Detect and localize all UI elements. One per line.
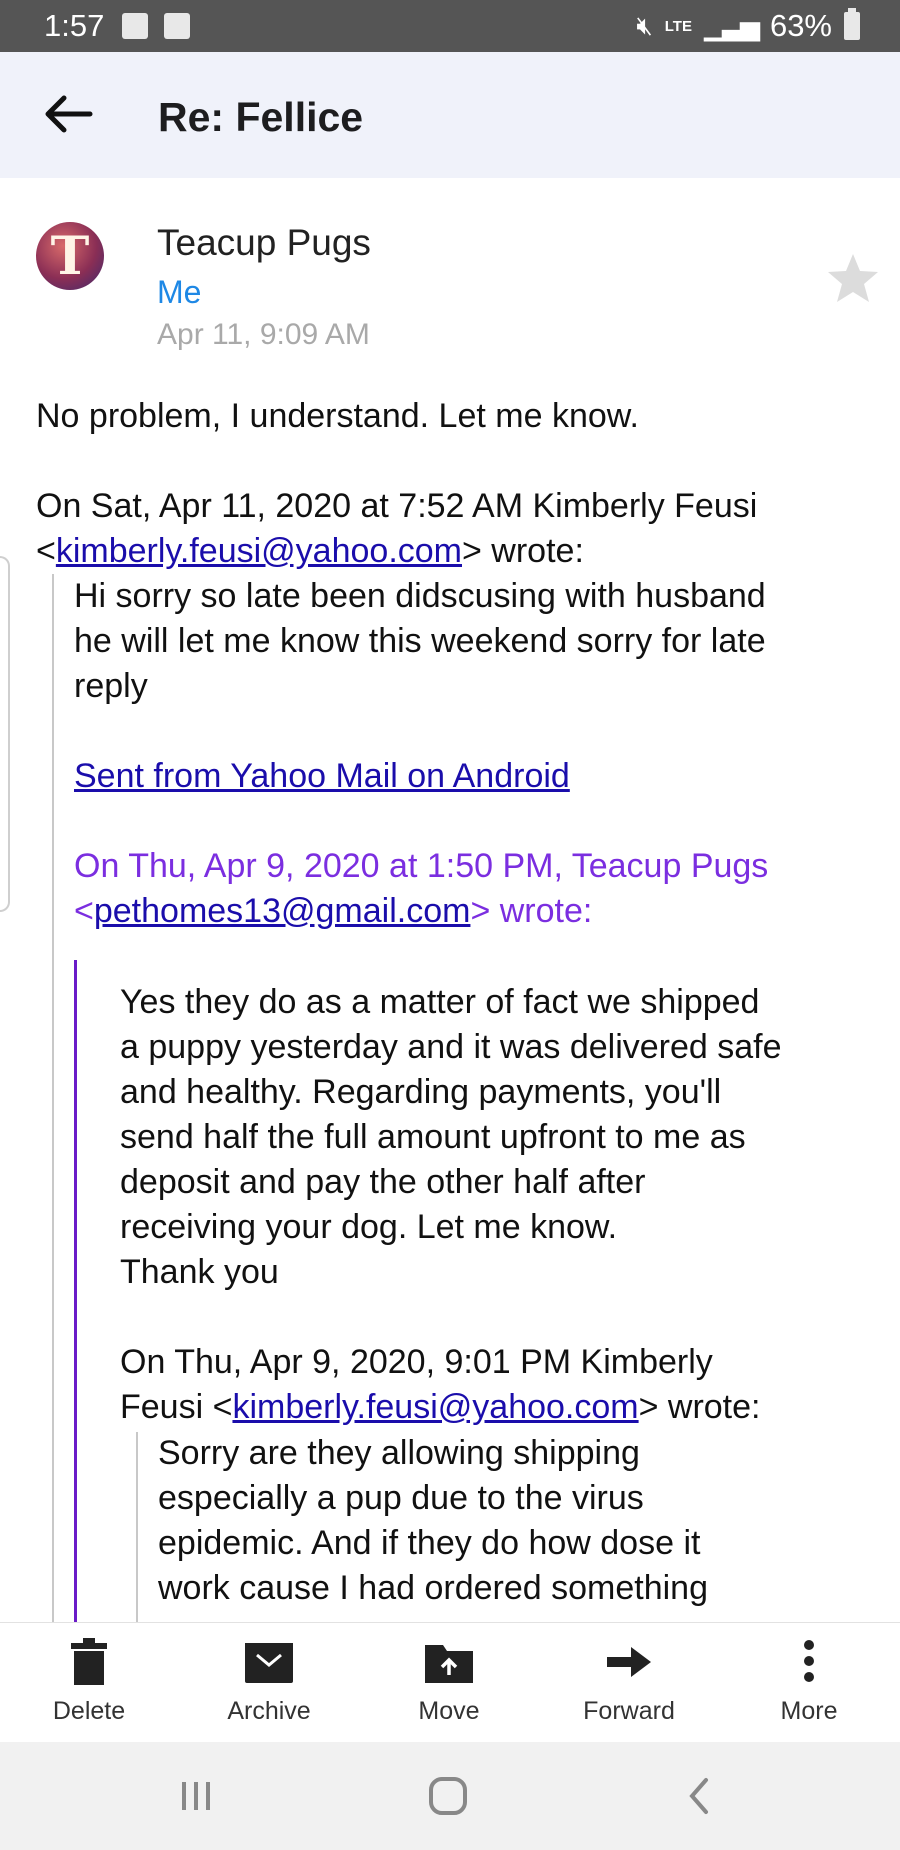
signature-line: [74, 754, 874, 799]
move-label: Move: [418, 1697, 480, 1725]
forward-arrow-icon: [603, 1637, 655, 1687]
msg3-line: Sorry are they allowing shipping: [158, 1434, 640, 1472]
quote-border-3: [136, 1432, 138, 1624]
recipient[interactable]: Me: [157, 274, 202, 310]
checkbox-icon: [164, 13, 190, 39]
email-link-kimberly[interactable]: kimberly.feusi@yahoo.com: [55, 532, 462, 570]
sent-from-yahoo-link[interactable]: Sent from Yahoo Mail on Android: [74, 757, 570, 795]
attribution-1-line: On Sat, Apr 11, 2020 at 7:52 AM Kimberly Feusi: [36, 487, 758, 525]
msg3-line: work cause I had ordered something: [158, 1569, 708, 1607]
status-bar: [0, 0, 900, 52]
gallery-icon: [122, 13, 148, 39]
home-icon[interactable]: [426, 1776, 470, 1816]
sender-name[interactable]: Teacup Pugs: [157, 222, 371, 263]
attribution-1: [36, 484, 876, 574]
move-folder-icon: [423, 1637, 475, 1687]
attribution-2-line: On Thu, Apr 9, 2020 at 1:50 PM, Teacup Pugs: [74, 847, 769, 885]
avatar-letter: T: [50, 225, 90, 287]
msg2-line: Thank you: [120, 1253, 279, 1291]
battery-icon: [844, 12, 860, 40]
msg2-line: deposit and pay the other half after: [120, 1163, 646, 1201]
forward-label: Forward: [583, 1697, 675, 1725]
action-bar: [0, 1622, 900, 1743]
signal-icon: ▁▃▅: [703, 10, 758, 41]
reply-text: No problem, I understand. Let me know.: [36, 397, 639, 435]
quote-border-2: [74, 960, 77, 1624]
trash-icon: [67, 1637, 111, 1687]
msg2-line: Yes they do as a matter of fact we shipped: [120, 983, 760, 1021]
network-label: LTE: [664, 17, 692, 35]
delete-label: Delete: [52, 1697, 126, 1725]
status-time: 1:57: [44, 8, 105, 43]
back-arrow-icon[interactable]: [40, 92, 96, 136]
system-nav-bar: [0, 1742, 900, 1850]
wrote-label: > wrote:: [470, 892, 593, 930]
msg1-line: he will let me know this weekend sorry for late: [74, 622, 766, 660]
archive-label: Archive: [227, 1697, 311, 1725]
quoted-message-2: [120, 980, 880, 1430]
wrote-label: > wrote:: [638, 1388, 761, 1426]
spacer: [74, 799, 874, 844]
msg1-line: reply: [74, 667, 148, 705]
lt: <: [36, 532, 56, 570]
attribution-3-line: On Thu, Apr 9, 2020, 9:01 PM Kimberly: [120, 1343, 713, 1381]
wrote-label: > wrote:: [462, 532, 584, 570]
msg2-line: receiving your dog. Let me know.: [120, 1208, 618, 1246]
email-link-pethomes[interactable]: pethomes13@gmail.com: [93, 892, 471, 930]
edge-panel-handle[interactable]: [0, 556, 10, 912]
quoted-message-1: [74, 574, 874, 934]
message-header: [0, 52, 900, 178]
lt: <: [74, 892, 94, 930]
msg3-line: especially a pup due to the virus: [158, 1479, 644, 1517]
msg2-line: and healthy. Regarding payments, you'll: [120, 1073, 722, 1111]
back-nav-icon[interactable]: [684, 1776, 714, 1816]
attribution-3-prefix: Feusi <: [120, 1388, 233, 1426]
msg2-line: send half the full amount upfront to me as: [120, 1118, 746, 1156]
archive-icon: [243, 1637, 295, 1687]
email-link-kimberly-2[interactable]: kimberly.feusi@yahoo.com: [232, 1388, 639, 1426]
msg1-line: Hi sorry so late been didscusing with husband: [74, 577, 766, 615]
status-right: [636, 8, 860, 44]
spacer: [120, 1295, 880, 1340]
star-icon[interactable]: [826, 252, 880, 304]
forward-button[interactable]: [554, 1637, 704, 1726]
recent-apps-icon[interactable]: [176, 1776, 216, 1816]
more-button[interactable]: [734, 1637, 884, 1726]
attribution-2-email-line: [74, 889, 874, 934]
more-label: More: [780, 1697, 838, 1725]
mute-icon: 🔇︎: [636, 10, 653, 40]
attribution-1-email-line: [36, 529, 876, 574]
message-date: Apr 11, 9:09 AM: [157, 318, 370, 351]
msg2-line: a puppy yesterday and it was delivered safe: [120, 1028, 782, 1066]
move-button[interactable]: [374, 1637, 524, 1726]
archive-button[interactable]: [194, 1637, 344, 1726]
spacer: [74, 709, 874, 754]
msg3-line: epidemic. And if they do how dose it: [158, 1524, 701, 1562]
attribution-3-email-line: [120, 1385, 880, 1430]
avatar[interactable]: [36, 222, 104, 290]
more-vertical-icon: [799, 1637, 819, 1687]
page-title: Re: Fellice: [158, 94, 364, 140]
delete-button[interactable]: [14, 1637, 164, 1726]
battery-percent: 63%: [769, 8, 832, 43]
quoted-message-3: [158, 1431, 878, 1611]
